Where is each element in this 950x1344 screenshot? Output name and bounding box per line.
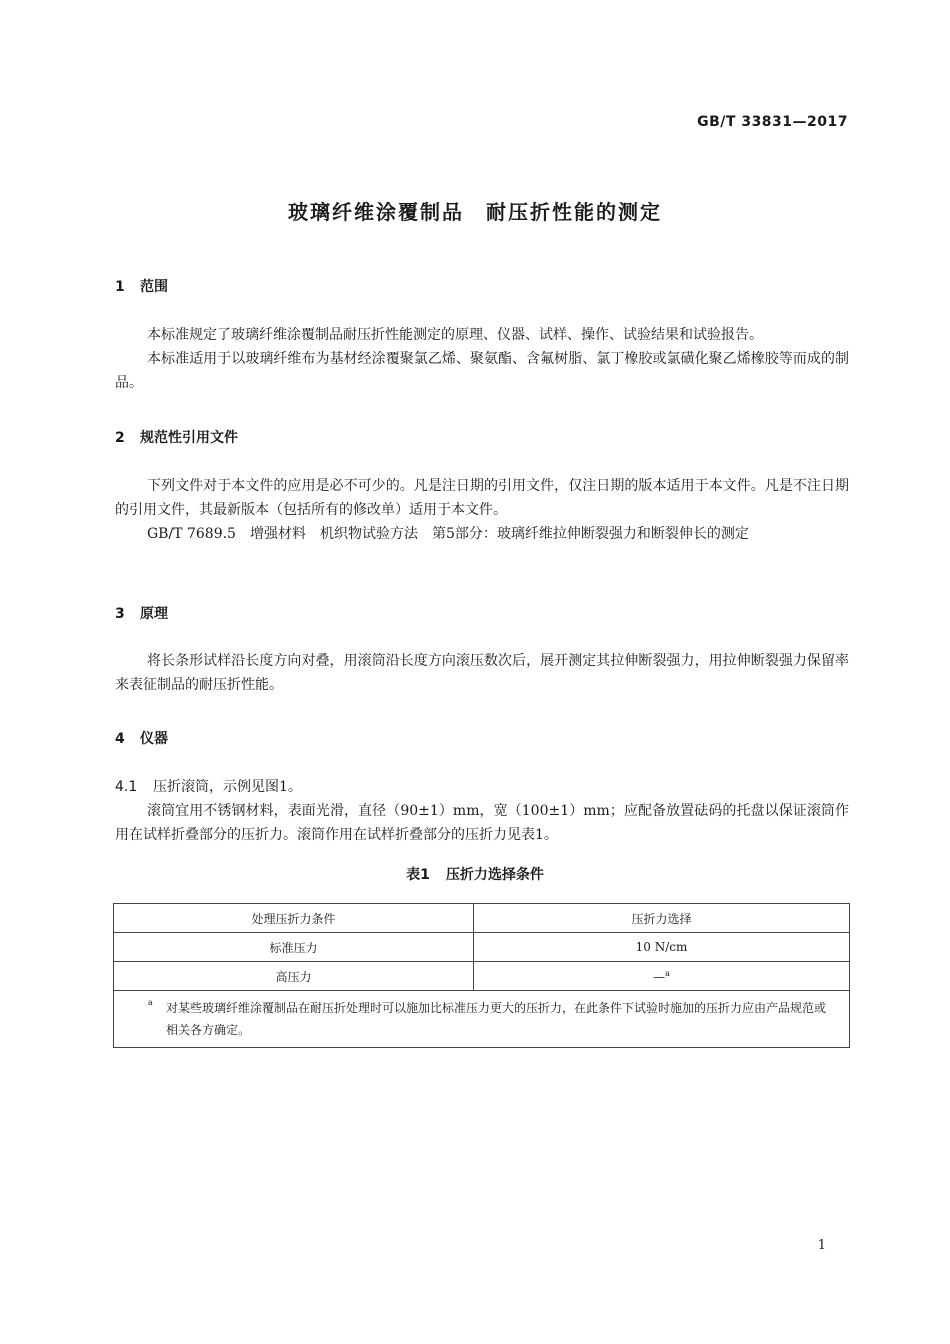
table-number: 表1 — [406, 867, 430, 883]
section-number: 4 — [115, 731, 125, 747]
normative-reference: GB/T 7689.5 增强材料 机织物试验方法 第5部分：玻璃纤维拉伸断裂强力和断裂伸长的测定 — [147, 526, 749, 542]
subsection-4-1 — [115, 775, 849, 799]
table-cell — [474, 962, 850, 991]
section-3-heading — [115, 603, 168, 623]
paragraph: 本标准适用于以玻璃纤维布为基材经涂覆聚氯乙烯、聚氨酯、含氟树脂、氯丁橡胶或氯磺化聚乙烯橡胶等而成的制品。 — [115, 351, 849, 391]
section-1-heading — [115, 276, 168, 296]
table-header-cell: 处理压折力条件 — [114, 904, 474, 933]
section-title: 规范性引用文件 — [140, 430, 238, 446]
table-row — [114, 962, 850, 991]
footnote-text: 对某些玻璃纤维涂覆制品在耐压折处理时可以施加比标准压力更大的压折力，在此条件下试验时施加的压折力应由产品规范或相关各方确定。 — [166, 1001, 827, 1037]
table-row — [114, 933, 850, 962]
table-cell: 标准压力 — [114, 933, 474, 962]
section-number: 3 — [115, 606, 125, 622]
table-footnote — [114, 991, 850, 1048]
table-caption — [0, 864, 950, 884]
table-footnote-row — [114, 991, 850, 1048]
table-header-cell: 压折力选择 — [474, 904, 850, 933]
section-title: 范围 — [140, 279, 168, 295]
footnote-ref: a — [665, 968, 670, 978]
table-header-row — [114, 904, 850, 933]
dash-value: — — [653, 969, 666, 984]
table-cell: 高压力 — [114, 962, 474, 991]
section-title: 原理 — [140, 606, 168, 622]
section-title: 仪器 — [140, 731, 168, 747]
paragraph: 本标准规定了玻璃纤维涂覆制品耐压折性能测定的原理、仪器、试样、操作、试验结果和试验报告。 — [147, 327, 763, 343]
paragraph: 下列文件对于本文件的应用是必不可少的。凡是注日期的引用文件，仅注日期的版本适用于本文件。凡是不注日期的引用文件，其最新版本（包括所有的修改单）适用于本文件。 — [115, 478, 849, 518]
document-title: 玻璃纤维涂覆制品 耐压折性能的测定 — [288, 200, 662, 224]
page-number: 1 — [817, 1238, 826, 1253]
section-number: 1 — [115, 279, 125, 295]
section-2-heading — [115, 427, 238, 447]
pressure-table — [113, 903, 850, 1048]
subsection-text: 压折滚筒，示例见图1。 — [153, 779, 302, 795]
table-cell: 10 N/cm — [474, 933, 850, 962]
paragraph: 将长条形试样沿长度方向对叠，用滚筒沿长度方向滚压数次后，展开测定其拉伸断裂强力，用拉伸断裂强力保留率来表征制品的耐压折性能。 — [115, 653, 849, 693]
section-number: 2 — [115, 430, 125, 446]
section-4-heading — [115, 728, 168, 748]
table-caption-text: 压折力选择条件 — [445, 867, 544, 883]
footnote-mark: a — [148, 998, 153, 1007]
paragraph: 滚筒宜用不锈钢材料，表面光滑，直径（90±1）mm，宽（100±1）mm；应配备放置砝码的托盘以保证滚筒作用在试样折叠部分的压折力。滚筒作用在试样折叠部分的压折力见表1。 — [115, 803, 849, 843]
subsection-number: 4.1 — [115, 779, 138, 795]
standard-code: GB/T 33831—2017 — [697, 114, 848, 130]
